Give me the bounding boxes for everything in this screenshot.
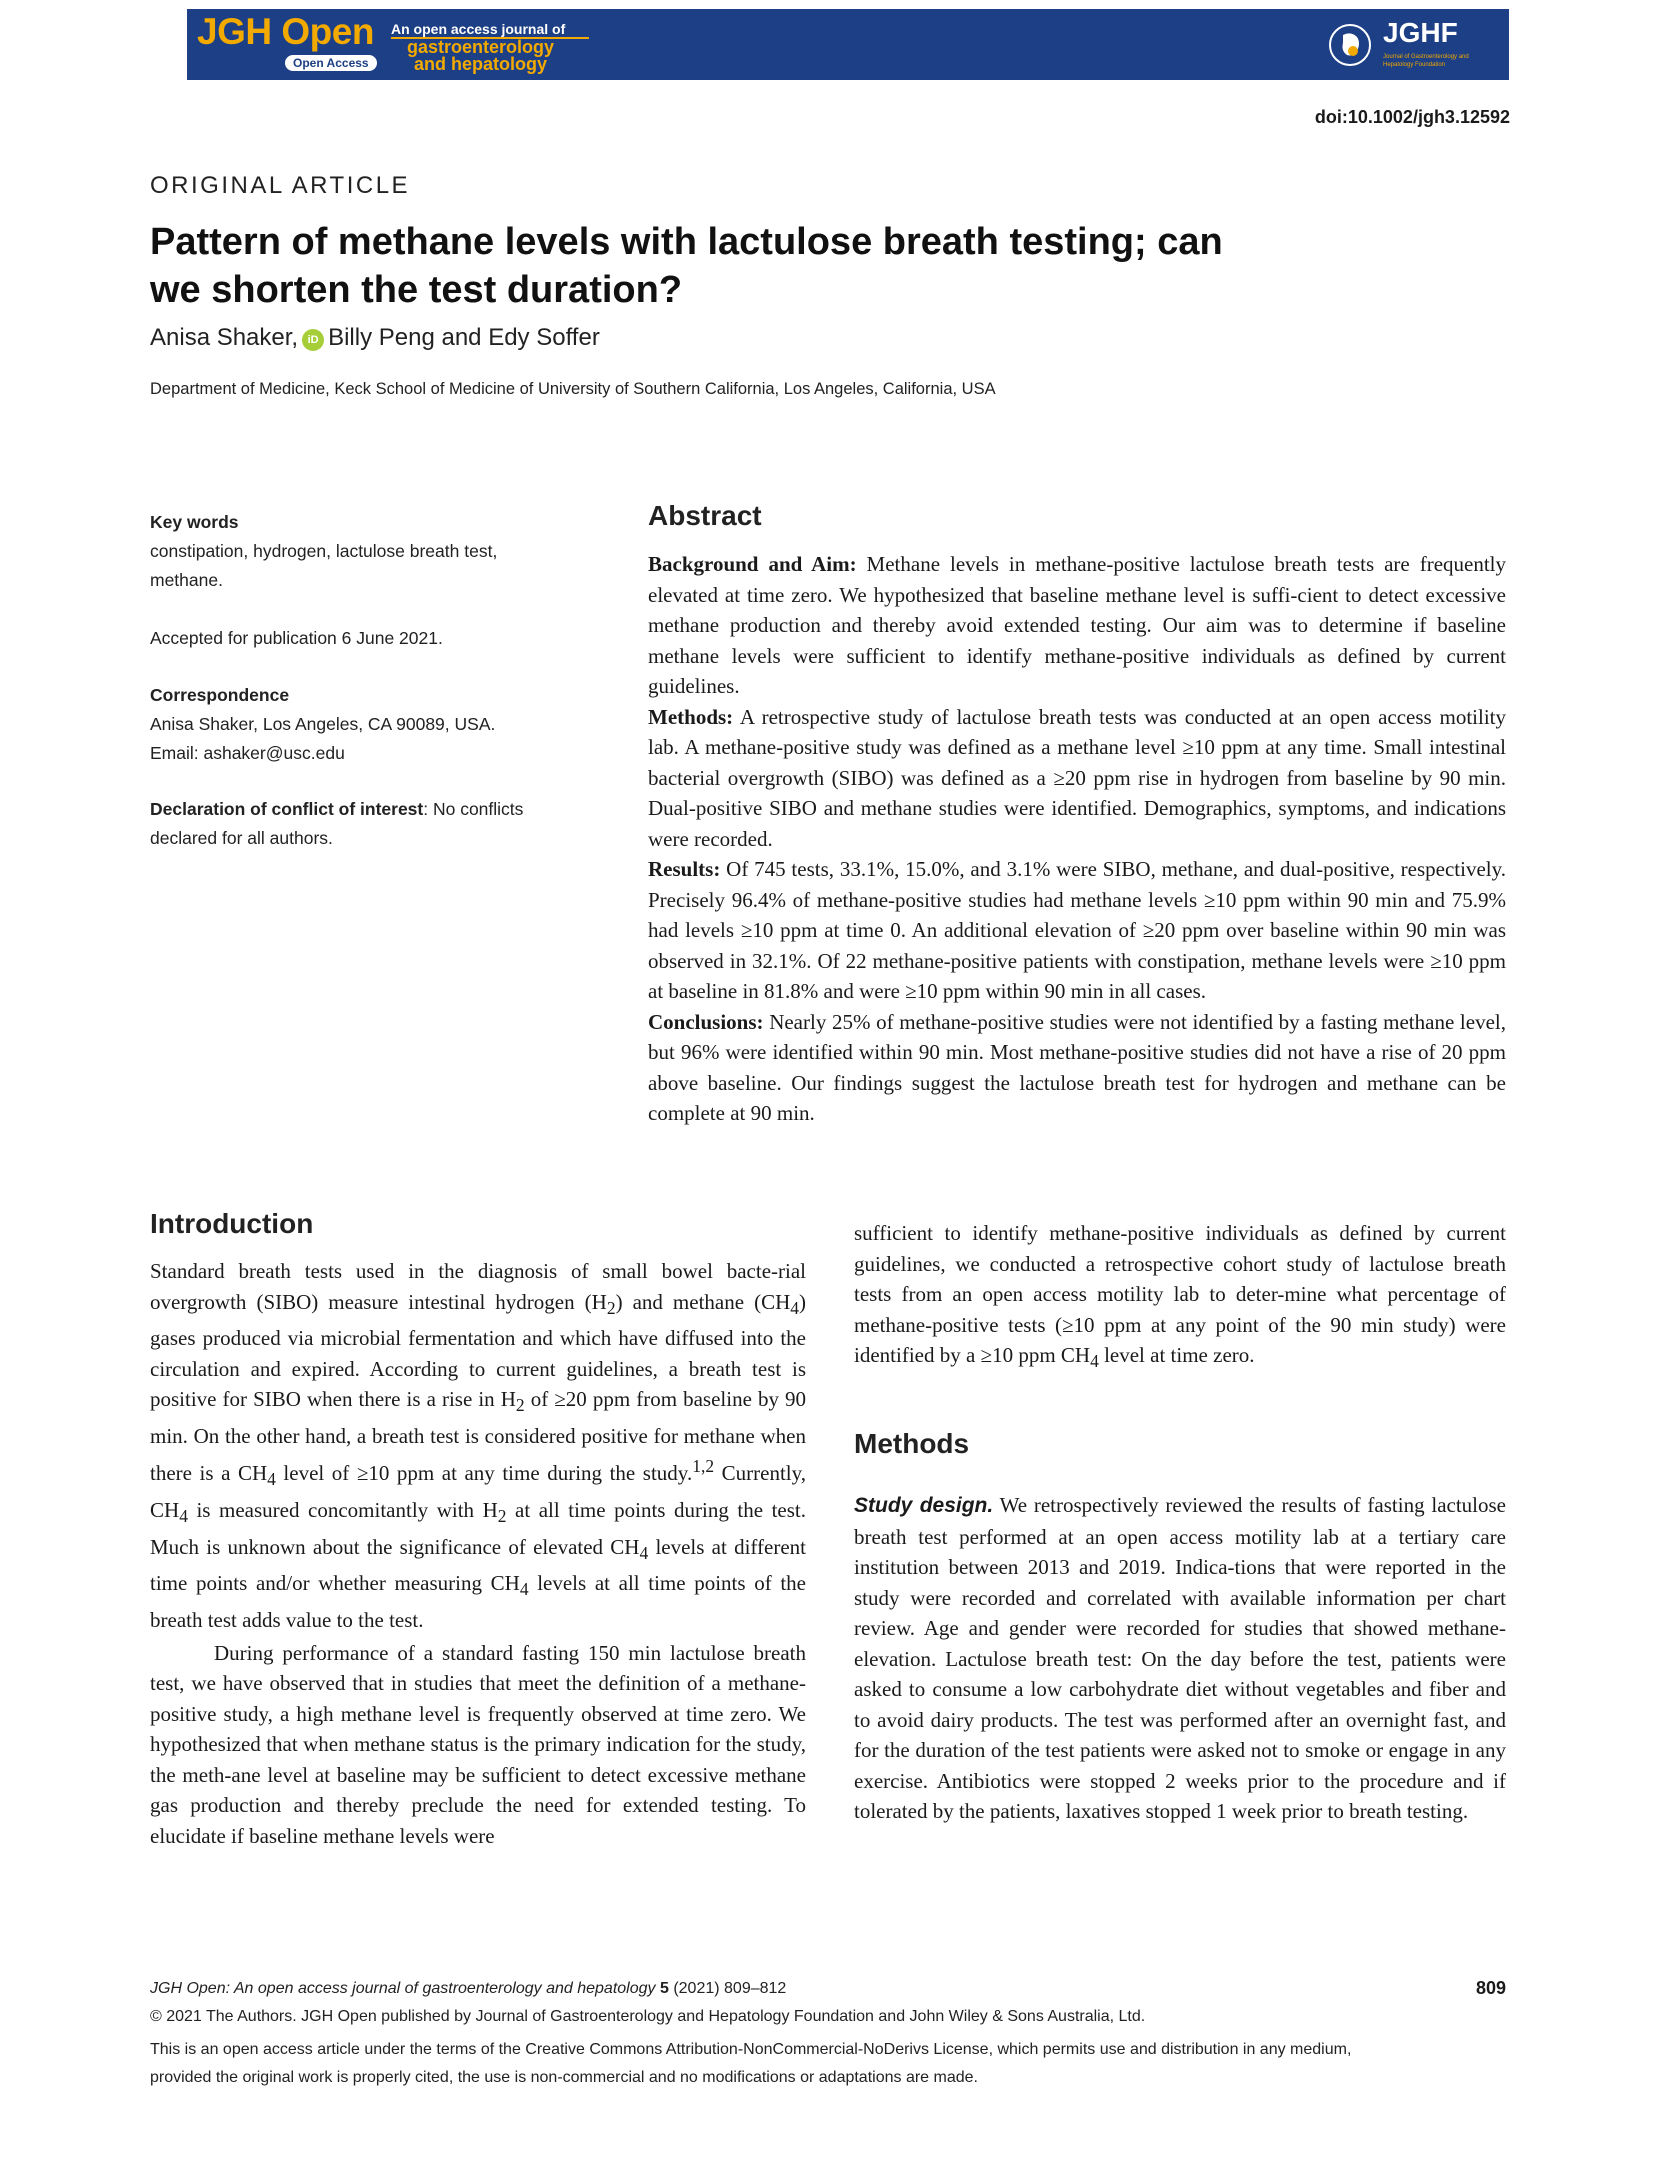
abstract-conclusions-label: Conclusions: [648, 1009, 764, 1034]
abstract-body [648, 549, 1506, 1129]
abstract-heading: Abstract [648, 500, 762, 531]
tagline-line-1: gastroenterology [407, 37, 555, 57]
intro-p1-text: levels at all time points of the breath test adds value to the test. [150, 1571, 806, 1633]
intro-p1-text: level of ≥10 ppm at any time during the study. [275, 1461, 693, 1486]
footer-volume: 5 [659, 1980, 669, 1997]
journal-banner [187, 9, 1509, 80]
journal-tagline: An open access journal of [391, 21, 589, 39]
keywords-block [150, 508, 580, 595]
accepted-date: Accepted for publication 6 June 2021. [150, 628, 443, 648]
abstract-results-label: Results: [648, 857, 721, 881]
abstract-results [648, 854, 1506, 1007]
footer-journal-name: JGH Open: An open access journal of gastroenterology and hepatology [150, 1980, 656, 1997]
subscript: 4 [639, 1542, 649, 1563]
author-list [150, 324, 600, 352]
footer-license [150, 2036, 1510, 2092]
license-line-1[interactable]: This is an open access article under the terms of the Creative Commons Attribution-NonCommercial-NoDerivs License, which permits use and distribution in any medium, [150, 2041, 1352, 2058]
correspondence-heading: Correspondence [150, 685, 290, 705]
subscript: 4 [519, 1579, 529, 1600]
abstract-background-label: Background and Aim: [648, 552, 857, 576]
intro-p3-text: sufficient to identify methane-positive individuals as defined by current guidelines, we conducted a retrospective cohort study of lactulose breath tests from an open access motility lab to deter-mine what percentage of methane-positive tests (≥10 ppm at any point of the 90 min study) were identified by a ≥10 ppm CH [854, 1221, 1506, 1367]
journal-logo-title: JGH Open [197, 11, 374, 52]
abstract-methods-label: Methods: [648, 704, 734, 729]
footer-journal-citation [150, 1980, 786, 1998]
intro-p1-text: of ≥20 ppm from baseline by 90 min. On the other hand, a breath test is considered positive for methane when there is a CH [150, 1387, 806, 1486]
footer-year-pages: (2021) 809–812 [673, 1980, 787, 1997]
subscript: 2 [606, 1297, 616, 1318]
abstract-methods-text: A retrospective study of lactulose breath tests was conducted at an open access motility lab. A methane-positive study was defined as a methane level ≥10 ppm at any time. Small intestinal bacterial overgrowth (SIBO) was defined as a ≥20 ppm rise in hydrogen from baseline by 90 min. Dual-positive SIBO and methane studies were identified. Demographics, symptoms, and indications were recorded. [648, 704, 1506, 851]
footer-copyright: © 2021 The Authors. JGH Open published by Journal of Gastroenterology and Hepatology Foundation and John Wiley & Sons Australia, Ltd. [150, 2008, 1146, 2025]
publisher-logo: JGHF [1383, 17, 1458, 48]
subscript: 2 [497, 1506, 507, 1527]
page-number: 809 [1475, 1978, 1506, 1998]
intro-p3-text: level at time zero. [1098, 1343, 1255, 1367]
coi-heading: Declaration of conflict of interest [150, 799, 424, 819]
subscript: 4 [179, 1506, 188, 1527]
intro-p1-text: Standard breath tests used in the diagnosis of small bowel bacte-rial overgrowth (SIBO) measure intestinal hydrogen (H [150, 1259, 806, 1314]
keywords-text: constipation, hydrogen, lactulose breath test, methane. [150, 541, 498, 590]
introduction-heading: Introduction [150, 1208, 314, 1239]
study-design-text: We retrospectively reviewed the results of fasting lactulose breath test performed at an open access motility lab at a tertiary care institution between 2013 and 2019. Indica-tions that were reported in the study were recorded and correlated with available information per chart review. Age and gender were recorded for studies that showed methane-elevation. Lactulose breath test: On the day before the test, patients were asked to consume a low carbohydrate diet without vegetables and fiber and to avoid dairy products. The test was performed after an overnight fast, and for the duration of the test patients were asked not to smoke or engage in any exercise. Antibiotics were stopped 2 weeks prior to the procedure and if tolerated by the patients, laxatives stopped 1 week prior to breath testing. [854, 1493, 1506, 1823]
author-first: Anisa Shaker, [150, 324, 299, 351]
intro-paragraph-2: During performance of a standard fasting 150 min lactulose breath test, we have observed that in studies that meet the definition of a methane-positive study, a high methane level is frequently observed at time zero. We hypothesized that when methane status is the primary indication for the study, the meth-ane level at baseline may be sufficient to detect excessive methane gas production and thereby preclude the need for extended testing. To elucidate if baseline methane levels were [150, 1640, 806, 1848]
tagline-line-2: and hepatology [414, 54, 548, 74]
intro-p1-text: is measured concomitantly with H [187, 1498, 498, 1523]
abstract-background-text: Methane levels in methane-positive lactulose breath tests are frequently elevated at time zero. We hypothesized that baseline methane level is suffi-cient to detect excessive methane production and thereby avoid extended testing. Our aim was to determine if baseline methane levels were sufficient to identify methane-positive individuals as defined by current guidelines. [648, 552, 1507, 698]
reference-citation[interactable]: 1,2 [692, 1456, 715, 1477]
subscript: 2 [515, 1395, 525, 1416]
intro-p1-text: ) and methane (CH [615, 1289, 791, 1314]
abstract-methods [648, 702, 1506, 855]
methods-body [854, 1490, 1506, 1827]
open-access-badge: Open Access [285, 55, 377, 71]
orcid-icon[interactable]: iD [302, 329, 324, 351]
abstract-results-text: Of 745 tests, 33.1%, 15.0%, and 3.1% were SIBO, methane, and dual-positive, respectively. Precisely 96.4% of methane-positive studies had methane levels ≥10 ppm within 90 min and 75.9% had levels ≥10 ppm at time 0. An additional elevation of ≥20 ppm over baseline within 90 min was observed in 32.1%. Of 22 methane-positive patients with constipation, methane levels were ≥10 ppm at baseline in 81.8% and were ≥10 ppm within 90 min in all cases. [648, 857, 1506, 1003]
license-line-2: provided the original work is properly cited, the use is non-commercial and no modifications or adaptations are made. [150, 2069, 978, 2086]
subscript: 4 [267, 1469, 276, 1490]
abstract-background [648, 549, 1506, 702]
publisher-subtext: Journal of Gastroenterology and Hepatology Foundation [1383, 54, 1469, 68]
affiliation: Department of Medicine, Keck School of Medicine of University of Southern California, Los Angeles, California, USA [150, 380, 996, 398]
intro-paragraph-1 [150, 1256, 806, 1636]
introduction-body [150, 1256, 806, 1851]
correspondence-email[interactable]: Email: ashaker@usc.edu [150, 743, 345, 763]
journal-tagline-subject [407, 39, 554, 73]
article-type: ORIGINAL ARTICLE [150, 172, 411, 199]
subscript: 4 [790, 1297, 799, 1318]
intro-p1-text: at all time points during the test. Much is unknown about the significance of elevated CH [150, 1498, 806, 1559]
title-line-2: we shorten the test duration? [150, 269, 683, 311]
jghf-emblem-icon [1325, 21, 1375, 69]
methods-heading: Methods [854, 1428, 970, 1459]
intro-paragraph-2-continued [854, 1218, 1506, 1377]
coi-text: : No conflicts declared for all authors. [150, 799, 524, 848]
intro-p1-text: levels at different time points and/or whether measuring CH [150, 1534, 806, 1596]
subscript: 4 [1090, 1351, 1099, 1372]
intro-p1-text: Currently, CH [150, 1461, 806, 1523]
author-rest: Billy Peng and Edy Soffer [328, 324, 600, 351]
abstract-conclusions [648, 1007, 1506, 1129]
abstract-conclusions-text: Nearly 25% of methane-positive studies were not identified by a fasting methane level, but 96% were identified within 90 min. Most methane-positive studies did not have a rise of 20 ppm above baseline. Our findings suggest the lactulose breath test for hydrogen and methane can be complete at 90 min. [648, 1009, 1506, 1125]
conflict-of-interest-block [150, 795, 590, 853]
article-title [150, 218, 1520, 314]
doi-link[interactable]: doi:10.1002/jgh3.12592 [1314, 107, 1510, 127]
study-design-label: Study design. [854, 1494, 994, 1517]
correspondence-address: Anisa Shaker, Los Angeles, CA 90089, USA. [150, 714, 496, 734]
title-line-1: Pattern of methane levels with lactulose breath testing; can [150, 221, 1223, 263]
intro-p1-text: ) gases produced via microbial fermentation and which have diffused into the circulation and expired. According to current guidelines, a breath test is positive for SIBO when there is a rise in H [150, 1289, 806, 1412]
keywords-heading: Key words [150, 512, 239, 532]
correspondence-block [150, 681, 580, 768]
